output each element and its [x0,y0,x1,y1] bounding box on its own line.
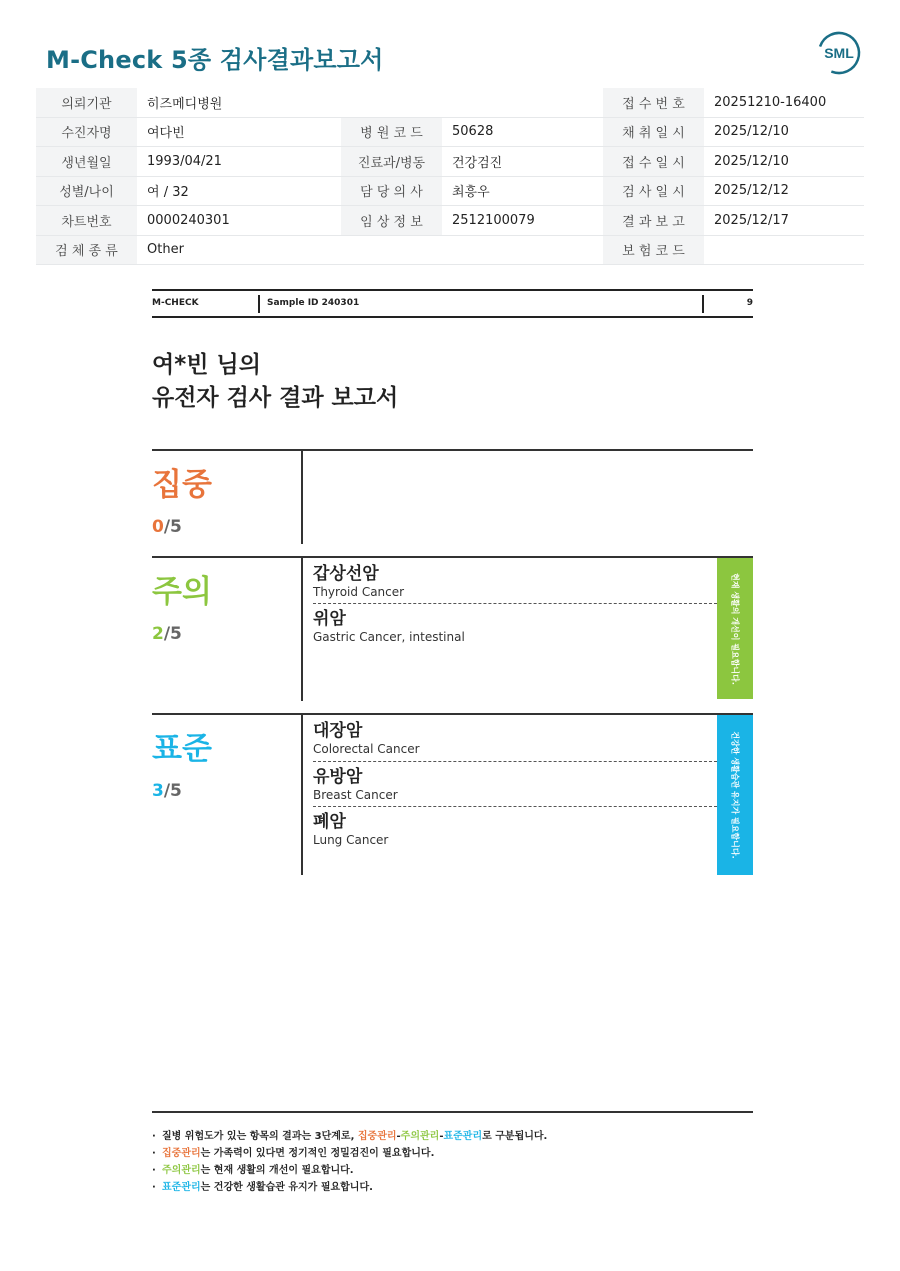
info-label: 검 사 일 시 [603,176,704,206]
info-value: 2512100079 [442,206,603,236]
info-value: 50628 [442,117,603,147]
category-label: 집중 [152,467,212,503]
info-value: 여 / 32 [137,176,341,206]
info-value: 최흥우 [442,176,603,206]
report-brand: M-CHECK [152,298,199,308]
section-divider [301,715,303,875]
info-value: 건강검진 [442,147,603,177]
item-korean-name: 갑상선암 [313,564,379,584]
note-text: - [396,1131,401,1142]
side-note-text: 건강한 생활습관 유지가 필요합니다. [730,731,740,859]
category-label: 주의 [152,574,212,610]
info-label: 접 수 번 호 [603,88,704,117]
info-value: 2025/12/17 [704,206,864,236]
info-value: 여다빈 [137,117,341,147]
item-english-name: Thyroid Cancer [313,585,405,599]
item-korean-name: 폐암 [313,812,346,832]
info-row [36,147,864,177]
info-row [36,117,864,147]
info-label: 임 상 정 보 [341,206,442,236]
note-key-caution: 주의관리 [162,1165,201,1176]
result-item [313,720,717,756]
result-item [313,563,717,599]
info-value: 1993/04/21 [137,147,341,177]
item-english-name: Gastric Cancer, intestinal [313,630,465,644]
note-key-intensive: 집중관리 [162,1148,201,1159]
item-english-name: Colorectal Cancer [313,742,420,756]
side-note-bar [717,715,753,875]
info-label: 병 원 코 드 [341,117,442,147]
info-value: 2025/12/10 [704,117,864,147]
info-row [36,235,864,265]
info-value: 2025/12/10 [704,147,864,177]
count-total: /5 [163,517,182,537]
logo-text: SML [824,45,854,61]
report-header-bar [152,289,753,318]
info-blank [341,88,442,117]
section-intensive [152,449,753,544]
side-note-bar [717,558,753,699]
info-label: 보 험 코 드 [603,235,704,265]
info-label: 접 수 일 시 [603,147,704,177]
info-label: 진료과/병동 [341,147,442,177]
header-divider [702,295,704,313]
report-heading-line2: 유전자 검사 결과 보고서 [152,385,399,411]
section-caution [152,556,753,701]
report-title: M-Check 5종 검사결과보고서 [46,46,384,74]
side-note-text: 현재 생활의 개선이 필요합니다. [730,572,740,685]
result-item [313,608,717,644]
note-text: 는 가족력이 있다면 정기적인 정밀검진이 필요합니다. [200,1148,435,1159]
header-divider [258,295,260,313]
info-row [36,206,864,236]
section-divider [301,558,303,701]
bullet: · [152,1131,156,1142]
category-count [152,781,182,801]
note-key-caution: 주의관리 [400,1131,440,1142]
note-line [152,1179,547,1196]
report-heading-line1: 여*빈 님의 [152,352,261,378]
note-text: - [439,1131,444,1142]
item-korean-name: 대장암 [313,721,363,741]
sml-logo [816,30,862,76]
section-divider [301,451,303,544]
legend-notes [152,1128,547,1196]
info-value: Other [137,235,341,265]
result-item [313,811,717,847]
note-key-intensive: 집중관리 [357,1131,397,1142]
result-item [313,766,717,802]
category-count [152,517,182,537]
report-heading [152,349,398,415]
count-total: /5 [163,781,182,801]
info-blank [442,235,603,265]
note-text: 는 현재 생활의 개선이 필요합니다. [200,1165,354,1176]
note-text: 는 건강한 생활습관 유지가 필요합니다. [200,1182,373,1193]
info-value: 히즈메디병원 [137,88,341,117]
note-text: 로 구분됩니다. [482,1131,548,1142]
note-key-standard: 표준관리 [443,1131,483,1142]
info-value [704,235,864,265]
item-english-name: Lung Cancer [313,833,389,847]
note-line [152,1128,547,1145]
info-label: 의뢰기관 [36,88,137,117]
info-label: 결 과 보 고 [603,206,704,236]
note-line [152,1162,547,1179]
count-value: 3 [152,781,164,801]
bullet: · [152,1148,156,1159]
info-row [36,88,864,117]
item-divider [313,806,717,807]
info-label: 검 체 종 류 [36,235,137,265]
info-label: 채 취 일 시 [603,117,704,147]
item-divider [313,761,717,762]
item-english-name: Breast Cancer [313,788,398,802]
info-blank [341,235,442,265]
footer-divider [152,1111,753,1113]
info-blank [442,88,603,117]
item-korean-name: 위암 [313,609,346,629]
item-divider [313,603,717,604]
category-count [152,624,182,644]
bullet: · [152,1182,156,1193]
patient-info-table [36,88,864,265]
info-value: 20251210-16400 [704,88,864,117]
info-value: 0000240301 [137,206,341,236]
count-total: /5 [163,624,182,644]
info-value: 2025/12/12 [704,176,864,206]
page-number: 9 [746,298,753,308]
sample-id: Sample ID 240301 [267,298,360,308]
info-label: 생년월일 [36,147,137,177]
info-label: 차트번호 [36,206,137,236]
info-row [36,176,864,206]
note-key-standard: 표준관리 [162,1182,201,1193]
category-label: 표준 [152,731,212,767]
count-value: 2 [152,624,164,644]
bullet: · [152,1165,156,1176]
note-line [152,1145,547,1162]
item-korean-name: 유방암 [313,767,363,787]
section-standard [152,713,753,875]
count-value: 0 [152,517,164,537]
info-label: 성별/나이 [36,176,137,206]
info-label: 담 당 의 사 [341,176,442,206]
info-label: 수진자명 [36,117,137,147]
note-text: 질병 위험도가 있는 항목의 결과는 3단계로, [162,1131,358,1142]
